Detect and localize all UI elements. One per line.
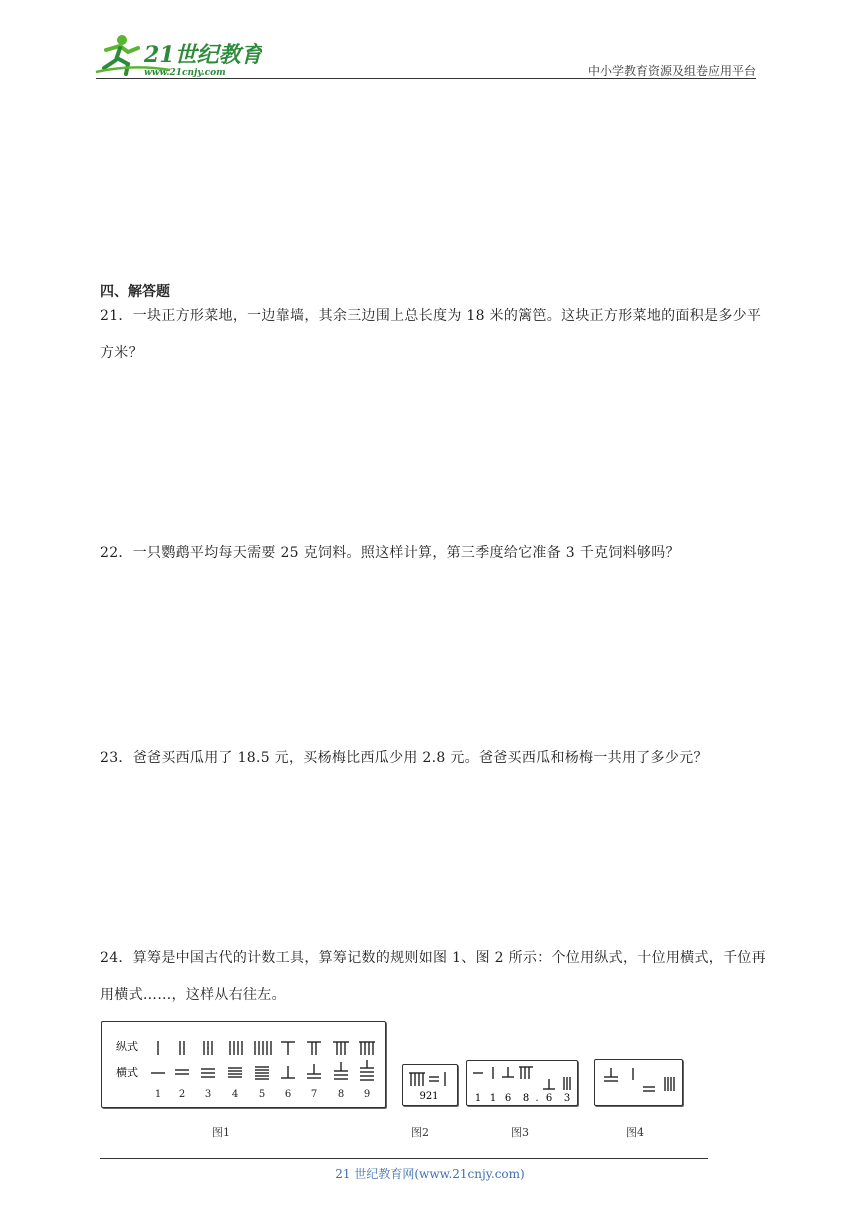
row-label-vertical: 纵式	[116, 1040, 138, 1053]
digit-label: 9	[363, 1089, 371, 1100]
site-logo	[92, 28, 262, 80]
figure-4-box	[594, 1059, 683, 1106]
header-platform-text: 中小学教育资源及组卷应用平台	[587, 64, 756, 78]
figure-1-label: 图1	[212, 1126, 230, 1139]
figure-3-box	[466, 1060, 578, 1106]
question-21: 21．一块正方形菜地，一边靠墙，其余三边围上总长度为 18 米的篱笆。这块正方形菜地的面积是多少平方米？	[100, 308, 762, 361]
section-title: 四、解答题	[100, 284, 170, 300]
digit-label: 8	[522, 1093, 530, 1104]
rods-unknown	[595, 1060, 682, 1105]
footer-link[interactable]: 21 世纪教育网(www.21cnjy.com)	[335, 1167, 525, 1181]
digit-label: 3	[563, 1093, 571, 1104]
figure-2-label: 图2	[411, 1126, 429, 1139]
digit-label: 8	[337, 1089, 345, 1100]
digit-label: 1	[489, 1093, 497, 1104]
question-22: 22．一只鹦鹉平均每天需要 25 克饲料。照这样计算，第三季度给它准备 3 千克饲料够吗？	[100, 545, 680, 561]
digit-label: 3	[204, 1089, 212, 1100]
digit-label: 7	[310, 1089, 318, 1100]
figure-1-box	[101, 1021, 386, 1108]
digit-label: 4	[231, 1089, 239, 1100]
digit-label: 6	[504, 1093, 512, 1104]
counting-rods-table	[102, 1022, 385, 1107]
digit-label: .	[535, 1093, 539, 1104]
digit-label: 1	[154, 1089, 162, 1100]
rods-1168-63	[467, 1061, 577, 1105]
figure-3-label: 图3	[511, 1126, 529, 1139]
logo-url: www.21cnjy.com	[144, 68, 226, 78]
header-divider	[96, 78, 756, 79]
footer-divider	[100, 1158, 708, 1159]
question-23: 23．爸爸买西瓜用了 18.5 元，买杨梅比西瓜少用 2.8 元。爸爸买西瓜和杨梅一共用了多少元？	[100, 750, 708, 766]
question-24: 24．算筹是中国古代的计数工具，算筹记数的规则如图 1、图 2 所示：个位用纵式，十位用横式，千位再用横式……，这样从右往左。	[100, 950, 766, 1003]
figure-4-label: 图4	[626, 1126, 644, 1139]
digit-label: 2	[178, 1089, 186, 1100]
digit-label: 6	[545, 1093, 553, 1104]
digit-label: 6	[284, 1089, 292, 1100]
logo-title: 21世纪教育	[144, 42, 262, 68]
figure-2-box	[402, 1064, 458, 1106]
row-label-horizontal: 横式	[116, 1066, 138, 1079]
rods-number: 921	[419, 1091, 439, 1102]
rods-921	[403, 1065, 457, 1105]
digit-label: 1	[474, 1093, 482, 1104]
digit-label: 5	[258, 1089, 266, 1100]
